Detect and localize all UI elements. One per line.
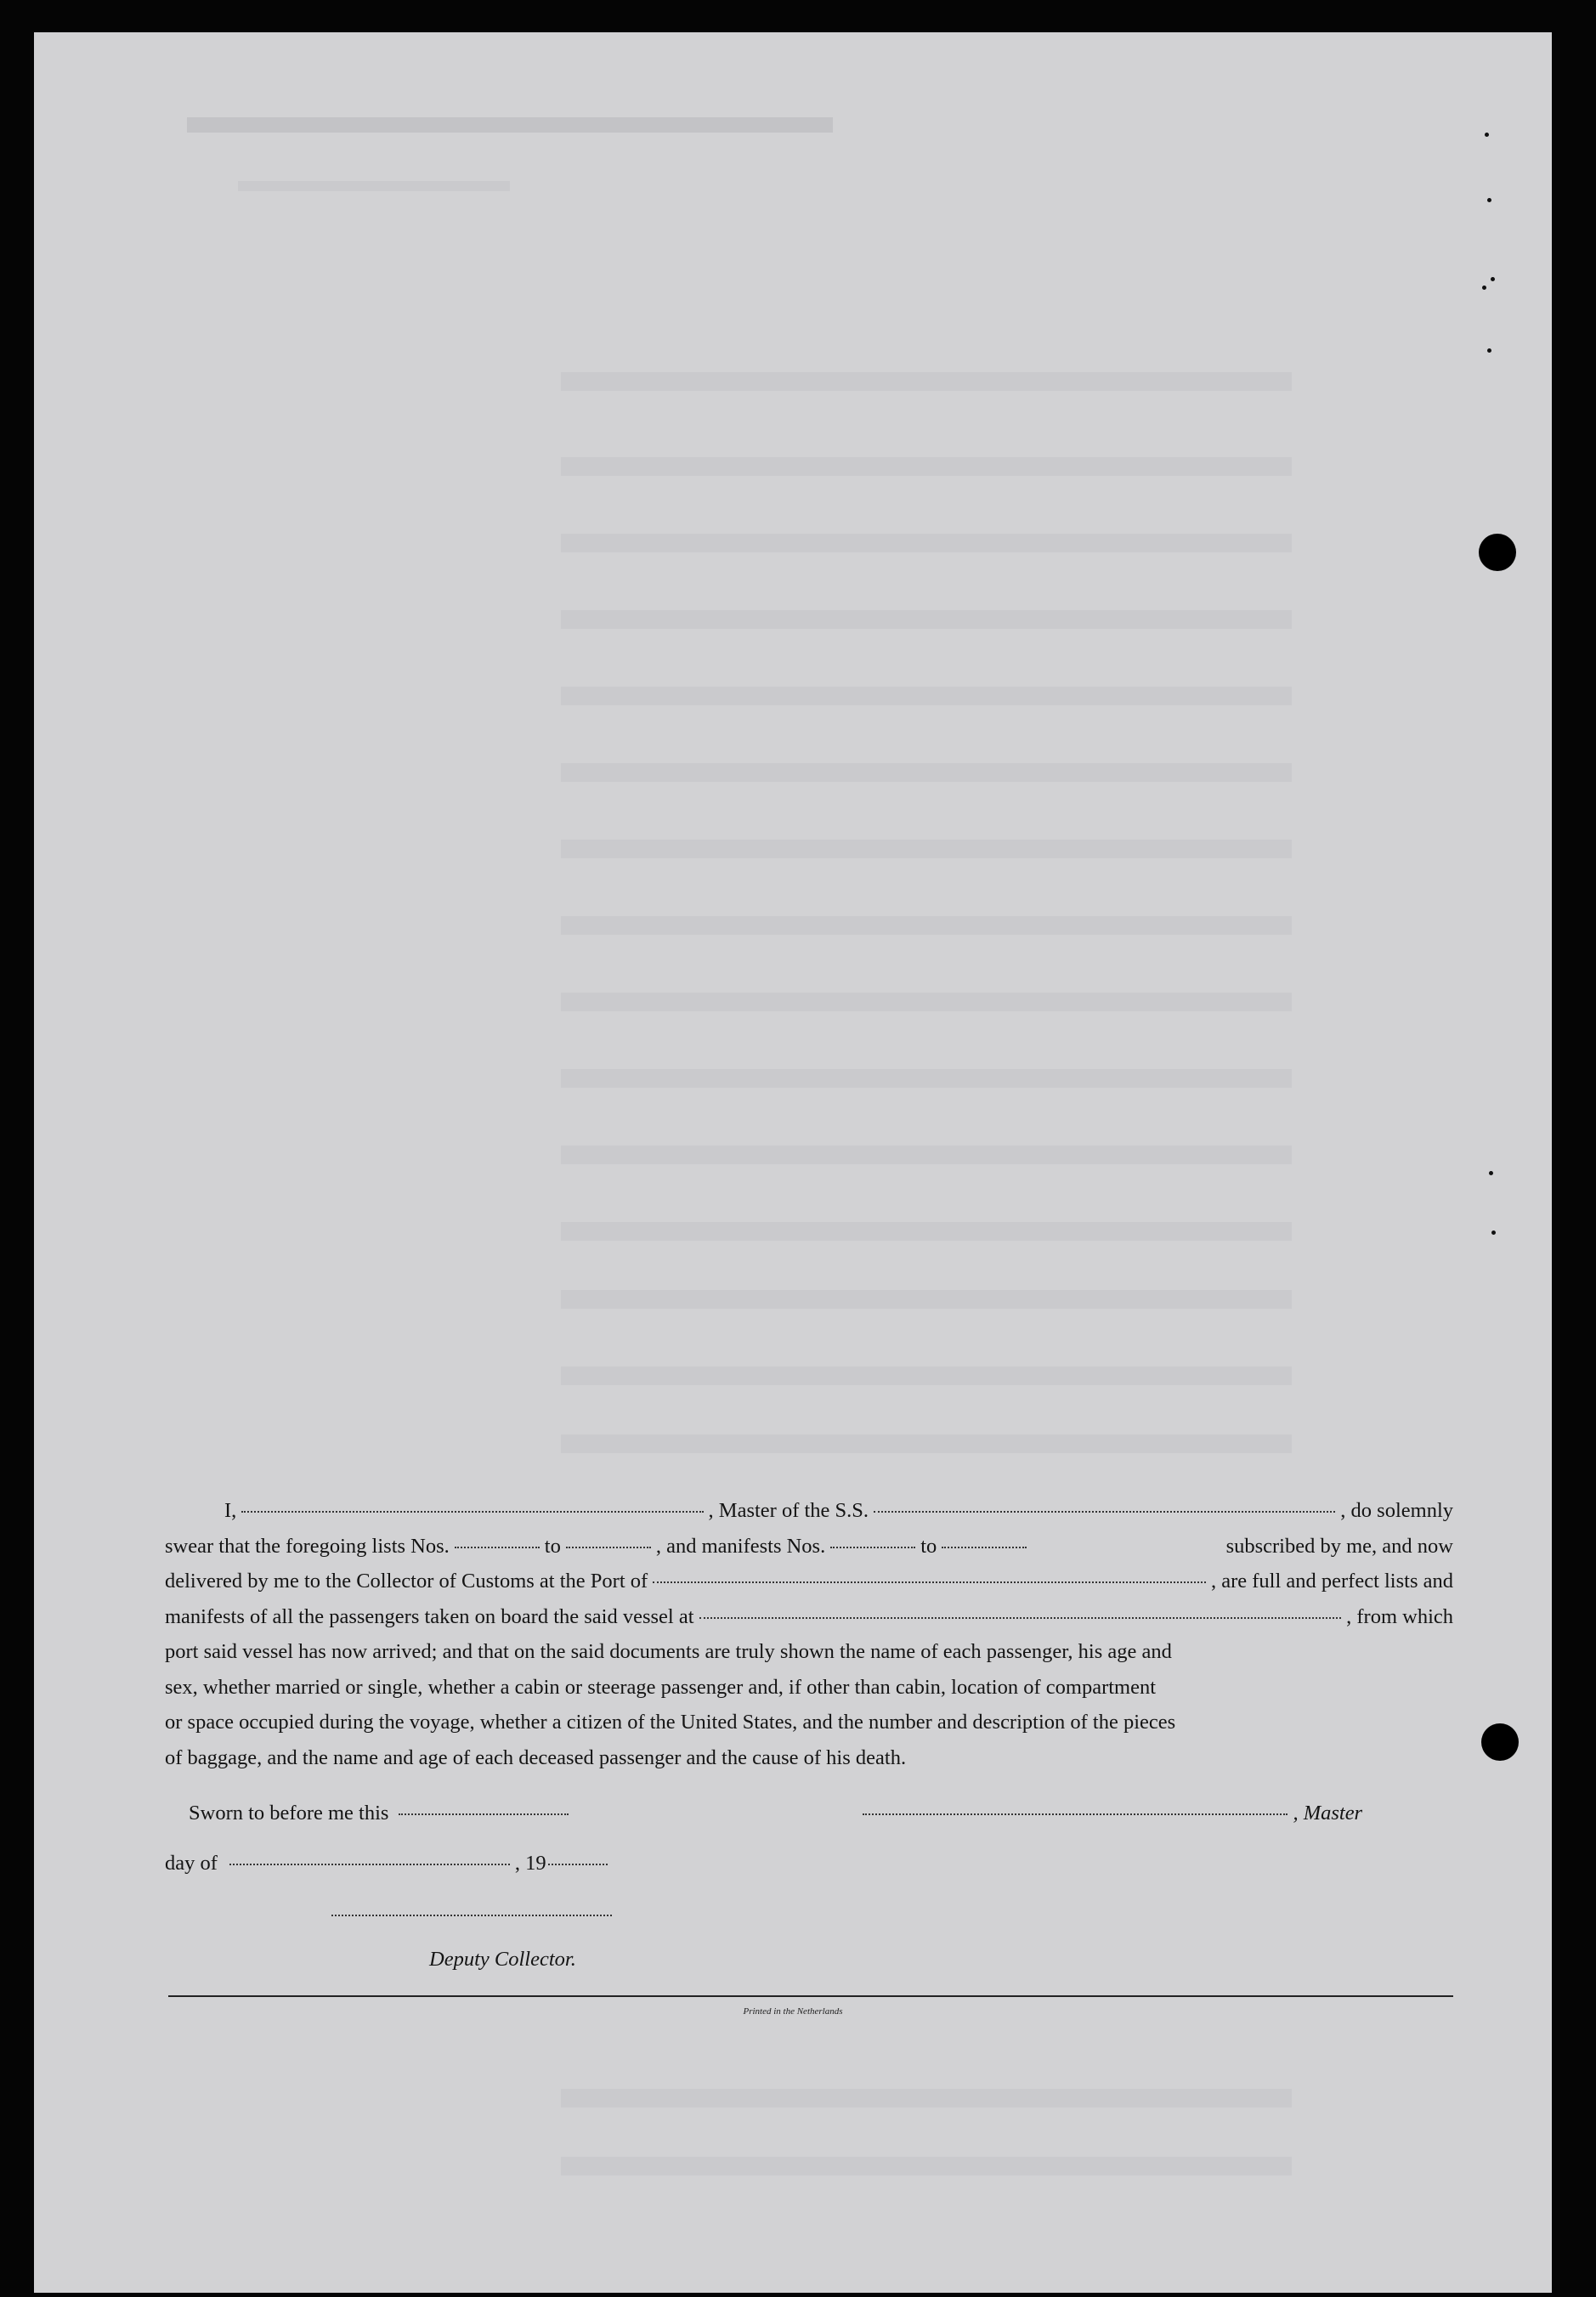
oath-line-8: [165, 1746, 1453, 1782]
punch-hole: [1481, 1723, 1519, 1761]
year-field[interactable]: [548, 1863, 608, 1865]
speck: [1482, 286, 1486, 290]
oath-manifests-nos: , and manifests Nos.: [655, 1534, 826, 1558]
bleed-through-row: [561, 1434, 1292, 1453]
bleed-through-row: [561, 763, 1292, 782]
bleed-through-row: [561, 1069, 1292, 1088]
vessel-name-field[interactable]: [874, 1510, 1335, 1513]
oath-swear-lists: swear that the foregoing lists Nos.: [165, 1534, 450, 1558]
bleed-through-row: [561, 687, 1292, 705]
bleed-through-row: [561, 372, 1292, 391]
document-page: [34, 32, 1552, 2293]
oath-manifests-all: manifests of all the passengers taken on board the said vessel at: [165, 1604, 694, 1628]
sworn-row: [189, 1802, 1453, 1825]
oath-line-1: [165, 1499, 1453, 1535]
oath-text-7: or space occupied during the voyage, whether a citizen of the United States, and the number and description of the pieces: [165, 1711, 1176, 1734]
month-field[interactable]: [229, 1863, 510, 1865]
speck: [1491, 277, 1495, 281]
embark-port-field[interactable]: [699, 1616, 1342, 1619]
speck: [1487, 198, 1491, 202]
deputy-collector-label: Deputy Collector.: [429, 1948, 576, 1971]
oath-i: I,: [224, 1499, 237, 1522]
printed-in-note: Printed in the Netherlands: [743, 2006, 843, 2017]
bleed-through-header: [187, 117, 833, 133]
bleed-through-row: [561, 1146, 1292, 1164]
oath-text-5: port said vessel has now arrived; and that on the said documents are truly shown the name of each passenger, his age and: [165, 1640, 1172, 1663]
master-label: , Master: [1293, 1802, 1363, 1825]
bleed-through-row: [561, 2089, 1292, 2107]
oath-from-which: , from which: [1346, 1604, 1453, 1628]
oath-do-solemnly: , do solemnly: [1340, 1499, 1454, 1522]
year-prefix: , 19: [514, 1852, 546, 1875]
speck: [1485, 133, 1489, 137]
master-name-field[interactable]: [241, 1510, 703, 1513]
speck: [1489, 1171, 1493, 1175]
sworn-date-field[interactable]: [399, 1813, 569, 1815]
oath-text-6: sex, whether married or single, whether a cabin or steerage passenger and, if other than cabin, location of compartment: [165, 1675, 1157, 1699]
bleed-through-row: [561, 2157, 1292, 2175]
oath-line-4: [165, 1605, 1453, 1641]
deputy-signature-field[interactable]: [331, 1914, 612, 1916]
bleed-through-row: [561, 1222, 1292, 1241]
bleed-through-row: [561, 993, 1292, 1011]
oath-to-1: to: [544, 1534, 561, 1558]
speck: [1491, 1231, 1496, 1235]
sworn-label: Sworn to before me this: [189, 1802, 389, 1825]
oath-text-8: of baggage, and the name and age of each deceased passenger and the cause of his death.: [165, 1745, 907, 1769]
speck: [1487, 348, 1491, 353]
bleed-through-row: [561, 610, 1292, 629]
oath-line-7: [165, 1711, 1453, 1746]
bleed-through-row: [561, 1366, 1292, 1385]
manifest-to-field[interactable]: [942, 1546, 1027, 1548]
deputy-collector-row: [429, 1948, 576, 1972]
bleed-through-row: [561, 457, 1292, 476]
oath-line-5: [165, 1640, 1453, 1676]
bleed-through-row: [561, 840, 1292, 858]
day-of-row: [165, 1852, 613, 1876]
port-field[interactable]: [653, 1581, 1206, 1583]
list-to-field[interactable]: [566, 1546, 651, 1548]
day-of-label: day of: [165, 1852, 218, 1875]
bleed-through-row: [561, 534, 1292, 552]
master-signature-field[interactable]: [863, 1813, 1288, 1815]
oath-block: [165, 1499, 1453, 1781]
oath-line-3: [165, 1570, 1453, 1605]
oath-full-perfect: , are full and perfect lists and: [1210, 1570, 1453, 1593]
oath-line-2: [165, 1535, 1453, 1570]
footer-rule: [168, 1995, 1453, 1997]
oath-to-2: to: [920, 1534, 937, 1558]
punch-hole: [1479, 534, 1516, 571]
bleed-through-row: [561, 916, 1292, 935]
oath-subscribed: subscribed by me, and now: [1225, 1534, 1453, 1558]
oath-line-6: [165, 1676, 1453, 1711]
bleed-through-header-sub: [238, 181, 510, 191]
oath-delivered: delivered by me to the Collector of Customs at the Port of: [165, 1570, 648, 1593]
manifest-from-field[interactable]: [830, 1546, 915, 1548]
bleed-through-row: [561, 1290, 1292, 1309]
oath-master-of-ss: , Master of the S.S.: [708, 1499, 869, 1522]
list-from-field[interactable]: [455, 1546, 540, 1548]
